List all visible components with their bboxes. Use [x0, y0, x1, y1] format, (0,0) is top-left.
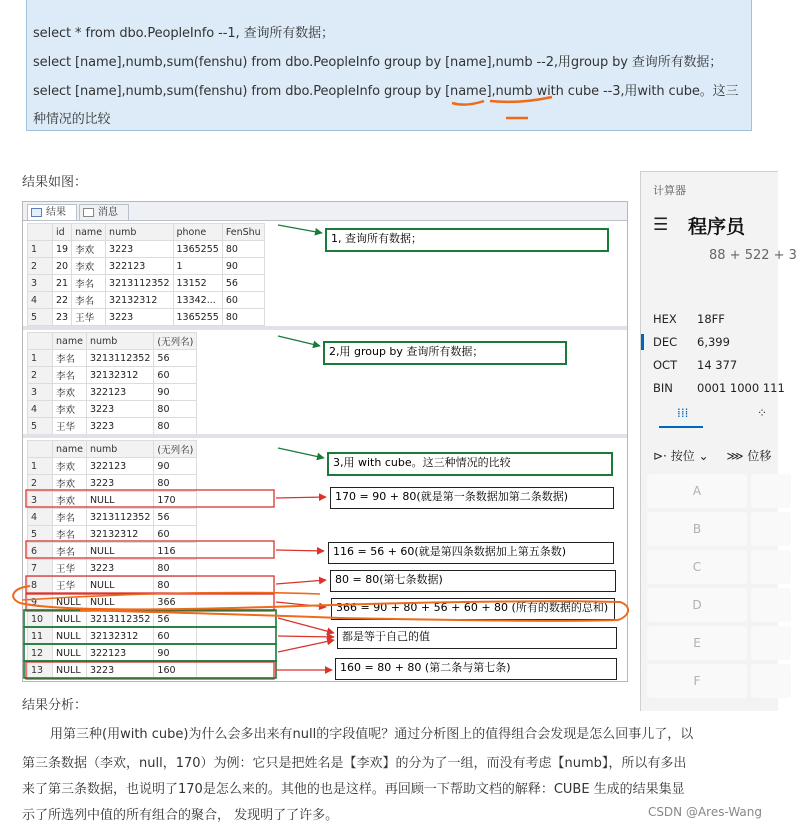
column-header[interactable]: (无列名): [154, 441, 197, 458]
register-dec[interactable]: DEC 6,399: [653, 335, 730, 349]
table-cell[interactable]: 李欢: [53, 458, 87, 475]
table-cell[interactable]: 80: [154, 418, 197, 435]
table-cell[interactable]: 李欢: [53, 384, 87, 401]
row-number[interactable]: 11: [28, 628, 53, 645]
analysis-line-3: 来了第三条数据，也说明了170是怎么来的。其他的也是这样。再回顾一下帮助文档的解释：CUBE 生成的结果集显: [22, 782, 685, 797]
key-blank[interactable]: [751, 474, 791, 508]
table-row[interactable]: [28, 275, 265, 292]
column-header[interactable]: (无列名): [154, 333, 197, 350]
row-number[interactable]: 2: [28, 475, 53, 492]
pane-separator: [23, 434, 627, 438]
table-row[interactable]: [28, 577, 197, 594]
key-blank[interactable]: [751, 626, 791, 660]
key-f[interactable]: F: [647, 664, 747, 698]
table-row[interactable]: [28, 292, 265, 309]
table-cell[interactable]: 322123: [86, 458, 153, 475]
calculator-window: [640, 171, 797, 711]
hamburger-icon[interactable]: ☰: [653, 215, 669, 235]
tab-messages[interactable]: 消息: [79, 204, 129, 220]
table-row[interactable]: [28, 418, 197, 435]
table-cell[interactable]: 3223: [86, 560, 153, 577]
bitwise-icon: ⊳·: [653, 449, 667, 463]
annotation-rows-10-12: 都是等于自己的值: [337, 627, 617, 649]
row-number[interactable]: 5: [28, 309, 53, 326]
table-cell[interactable]: 李欢: [53, 475, 87, 492]
table-cell[interactable]: NULL: [53, 645, 87, 662]
table-row[interactable]: [28, 367, 197, 384]
grid-header-row: [28, 441, 197, 458]
table-cell[interactable]: 322123: [86, 384, 153, 401]
table-cell[interactable]: 3213112352: [106, 275, 173, 292]
column-header[interactable]: name: [53, 333, 87, 350]
table-row[interactable]: [28, 526, 197, 543]
sql-code-block: [26, 0, 752, 131]
table-row[interactable]: [28, 662, 197, 679]
register-hex[interactable]: HEX 18FF: [653, 312, 725, 326]
row-number[interactable]: 3: [28, 492, 53, 509]
analysis-line-1: 用第三种(用with cube)为什么会多出来有null的字段值呢？通过分析图上的值得组合会发现是怎么回事儿了，以: [50, 727, 694, 742]
table-cell[interactable]: 60: [222, 292, 264, 309]
table-cell[interactable]: 366: [154, 594, 197, 611]
key-blank[interactable]: [751, 664, 791, 698]
column-header[interactable]: [28, 441, 53, 458]
annotation-query-3: 3,用 with cube。这三种情况的比较: [327, 452, 613, 476]
table-cell[interactable]: 李欢: [72, 241, 106, 258]
table-cell[interactable]: NULL: [86, 492, 153, 509]
table-cell[interactable]: 王华: [53, 418, 87, 435]
table-cell[interactable]: 23: [53, 309, 72, 326]
results-grid-3: [27, 440, 197, 679]
annotation-row-3: 170 = 90 + 80(就是第一条数据加第二条数据): [330, 487, 614, 509]
column-header[interactable]: phone: [173, 224, 222, 241]
table-cell[interactable]: 3223: [106, 309, 173, 326]
table-cell[interactable]: 李欢: [53, 401, 87, 418]
column-header[interactable]: numb: [86, 441, 153, 458]
table-row[interactable]: [28, 384, 197, 401]
table-row[interactable]: [28, 475, 197, 492]
table-row[interactable]: [28, 560, 197, 577]
table-cell[interactable]: 李名: [53, 367, 87, 384]
table-cell[interactable]: 80: [154, 560, 197, 577]
column-header[interactable]: id: [53, 224, 72, 241]
key-blank[interactable]: [751, 512, 791, 546]
results-tab-bar: [23, 202, 627, 221]
key-a[interactable]: A: [647, 474, 747, 508]
table-cell[interactable]: 李名: [72, 275, 106, 292]
table-row[interactable]: [28, 241, 265, 258]
table-cell[interactable]: 60: [154, 526, 197, 543]
table-cell[interactable]: 李名: [53, 526, 87, 543]
row-number[interactable]: 2: [28, 367, 53, 384]
column-header[interactable]: numb: [106, 224, 173, 241]
row-number[interactable]: 1: [28, 350, 53, 367]
selected-register-indicator: [641, 334, 644, 350]
table-cell[interactable]: 56: [154, 509, 197, 526]
column-header[interactable]: numb: [86, 333, 153, 350]
table-cell[interactable]: 90: [154, 458, 197, 475]
table-cell[interactable]: 3223: [86, 418, 153, 435]
calculator-title: 计算器: [653, 184, 686, 197]
table-cell[interactable]: 13342...: [173, 292, 222, 309]
key-d[interactable]: D: [647, 588, 747, 622]
table-cell[interactable]: 13152: [173, 275, 222, 292]
row-number[interactable]: 13: [28, 662, 53, 679]
annotation-row-8: 80 = 80(第七条数据): [330, 570, 616, 592]
key-c[interactable]: C: [647, 550, 747, 584]
key-e[interactable]: E: [647, 626, 747, 660]
grid-header-row: [28, 333, 197, 350]
table-cell[interactable]: 李名: [53, 509, 87, 526]
pane-separator: [23, 326, 627, 330]
table-cell[interactable]: 56: [154, 611, 197, 628]
key-b[interactable]: B: [647, 512, 747, 546]
table-row[interactable]: [28, 543, 197, 560]
table-cell[interactable]: 1: [173, 258, 222, 275]
table-row[interactable]: [28, 645, 197, 662]
table-cell[interactable]: 80: [154, 577, 197, 594]
table-cell[interactable]: 李名: [53, 350, 87, 367]
annotation-query-1: 1, 查询所有数据；: [325, 228, 609, 252]
code-line-4: 种情况的比较: [33, 112, 111, 127]
table-cell[interactable]: 160: [154, 662, 197, 679]
key-blank[interactable]: [751, 588, 791, 622]
column-header[interactable]: [28, 333, 53, 350]
register-bin[interactable]: BIN 0001 1000 111: [653, 381, 785, 395]
row-number[interactable]: 4: [28, 401, 53, 418]
row-number[interactable]: 4: [28, 509, 53, 526]
ssms-results-screenshot: [22, 201, 628, 682]
table-cell[interactable]: 李欢: [72, 258, 106, 275]
table-cell[interactable]: 322123: [86, 645, 153, 662]
table-cell[interactable]: NULL: [86, 543, 153, 560]
table-cell[interactable]: 56: [154, 350, 197, 367]
table-row[interactable]: [28, 492, 197, 509]
row-number[interactable]: 3: [28, 384, 53, 401]
table-cell[interactable]: 80: [222, 309, 264, 326]
table-cell[interactable]: 90: [154, 384, 197, 401]
table-cell[interactable]: 90: [222, 258, 264, 275]
row-number[interactable]: 5: [28, 418, 53, 435]
table-cell[interactable]: 90: [154, 645, 197, 662]
table-cell[interactable]: 3223: [86, 662, 153, 679]
column-header[interactable]: [28, 224, 53, 241]
table-cell[interactable]: 116: [154, 543, 197, 560]
table-cell[interactable]: 李名: [53, 543, 87, 560]
results-grid-1: [27, 223, 265, 326]
table-cell[interactable]: 32132312: [106, 292, 173, 309]
table-cell[interactable]: 170: [154, 492, 197, 509]
table-row[interactable]: [28, 509, 197, 526]
bitwise-menu[interactable]: ⊳· 按位 ⌄ ⋙ 位移: [653, 449, 772, 463]
grid-icon: [31, 208, 42, 217]
table-row[interactable]: [28, 309, 265, 326]
table-cell[interactable]: NULL: [53, 662, 87, 679]
column-header[interactable]: name: [72, 224, 106, 241]
table-cell[interactable]: 80: [154, 401, 197, 418]
table-cell[interactable]: 王华: [53, 577, 87, 594]
row-number[interactable]: 2: [28, 258, 53, 275]
table-cell[interactable]: 3223: [106, 241, 173, 258]
active-tab-underline: [659, 426, 703, 428]
column-header[interactable]: name: [53, 441, 87, 458]
table-cell[interactable]: 322123: [106, 258, 173, 275]
table-cell[interactable]: 60: [154, 628, 197, 645]
full-keypad-icon[interactable]: ⁞⁞⁞: [677, 406, 689, 420]
table-cell[interactable]: 王华: [53, 560, 87, 577]
table-cell[interactable]: 32132312: [86, 367, 153, 384]
annotation-query-2: 2,用 group by 查询所有数据；: [323, 341, 567, 365]
code-line-3: select [name],numb,sum(fenshu) from dbo.PeopleInfo group by [name],numb with cube --3,用with cube。这三: [33, 84, 739, 99]
table-cell[interactable]: 19: [53, 241, 72, 258]
table-cell[interactable]: 3213112352: [86, 611, 153, 628]
chevron-down-icon: ⌄: [698, 449, 709, 463]
code-line-1: select * from dbo.PeopleInfo --1, 查询所有数据；: [33, 26, 334, 41]
tab-results[interactable]: 结果: [27, 204, 77, 220]
table-cell[interactable]: 3223: [86, 401, 153, 418]
calculator-mode: 程序员: [688, 216, 746, 238]
table-cell[interactable]: NULL: [53, 611, 87, 628]
annotation-row-6: 116 = 56 + 60(就是第四条数据加上第五条数): [328, 542, 614, 564]
row-number[interactable]: 7: [28, 560, 53, 577]
bit-toggle-icon[interactable]: ⁘: [757, 406, 768, 420]
annotation-row-9: 366 = 90 + 80 + 56 + 60 + 80 (所有的数据的总和): [331, 598, 615, 620]
grid-header-row: [28, 224, 265, 241]
table-cell[interactable]: 20: [53, 258, 72, 275]
table-cell[interactable]: 80: [154, 475, 197, 492]
table-cell[interactable]: NULL: [53, 628, 87, 645]
table-cell[interactable]: 3223: [86, 475, 153, 492]
key-blank[interactable]: [751, 550, 791, 584]
analysis-line-2: 第三条数据（李欢，null，170）为例：它只是把姓名是【李欢】的分为了一组，而没有考虑【numb】，所以有多出: [22, 756, 687, 771]
message-icon: [83, 208, 94, 217]
result-label: 结果如图：: [22, 175, 88, 190]
table-cell[interactable]: 80: [222, 241, 264, 258]
table-row[interactable]: [28, 594, 197, 611]
table-cell[interactable]: 21: [53, 275, 72, 292]
row-number[interactable]: 12: [28, 645, 53, 662]
table-row[interactable]: [28, 628, 197, 645]
row-number[interactable]: 1: [28, 241, 53, 258]
table-cell[interactable]: 李欢: [53, 492, 87, 509]
analysis-line-4: 示了所选列中值的所有组合的聚合， 发现明了了许多。: [22, 808, 339, 823]
table-cell[interactable]: 王华: [72, 309, 106, 326]
table-cell[interactable]: 1365255: [173, 309, 222, 326]
table-cell[interactable]: NULL: [53, 594, 87, 611]
table-cell[interactable]: 32132312: [86, 526, 153, 543]
table-row[interactable]: [28, 258, 265, 275]
row-number[interactable]: 4: [28, 292, 53, 309]
calculator-expression: 88 + 522 + 3: [709, 248, 797, 263]
row-number[interactable]: 8: [28, 577, 53, 594]
table-cell[interactable]: 32132312: [86, 628, 153, 645]
table-cell[interactable]: 李名: [72, 292, 106, 309]
table-cell[interactable]: NULL: [86, 594, 153, 611]
bit-shift-icon: ⋙: [726, 449, 744, 463]
table-row[interactable]: [28, 401, 197, 418]
row-number[interactable]: 6: [28, 543, 53, 560]
row-number[interactable]: 5: [28, 526, 53, 543]
table-row[interactable]: [28, 611, 197, 628]
table-cell[interactable]: 3213112352: [86, 509, 153, 526]
analysis-label: 结果分析：: [22, 698, 88, 713]
table-cell[interactable]: 60: [154, 367, 197, 384]
table-cell[interactable]: NULL: [86, 577, 153, 594]
watermark: CSDN @Ares-Wang: [647, 805, 762, 819]
row-number[interactable]: 10: [28, 611, 53, 628]
annotation-row-13: 160 = 80 + 80 (第二条与第七条): [335, 658, 617, 680]
table-row[interactable]: [28, 350, 197, 367]
row-number[interactable]: 9: [28, 594, 53, 611]
row-number[interactable]: 3: [28, 275, 53, 292]
table-cell[interactable]: 22: [53, 292, 72, 309]
table-cell[interactable]: 3213112352: [86, 350, 153, 367]
register-oct[interactable]: OCT 14 377: [653, 358, 738, 372]
table-cell[interactable]: 1365255: [173, 241, 222, 258]
row-number[interactable]: 1: [28, 458, 53, 475]
column-header[interactable]: FenShu: [222, 224, 264, 241]
table-row[interactable]: [28, 458, 197, 475]
code-line-2: select [name],numb,sum(fenshu) from dbo.PeopleInfo group by [name],numb --2,用group by 查询所有数据；: [33, 55, 723, 70]
table-cell[interactable]: 56: [222, 275, 264, 292]
results-grid-2: [27, 332, 197, 435]
